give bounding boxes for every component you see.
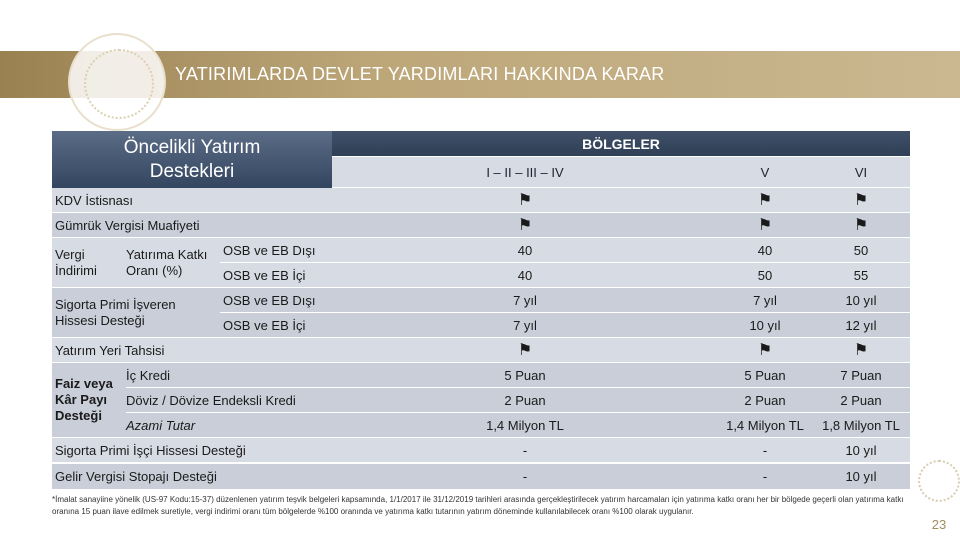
table-cell: 10 yıl — [812, 464, 910, 489]
table-cell: 50 — [718, 263, 812, 288]
flag-icon: ⚑ — [812, 213, 910, 238]
table-cell: 2 Puan — [718, 388, 812, 413]
table-cell: 7 yıl — [332, 313, 718, 338]
vergi-osb-disi-label: OSB ve EB Dışı — [220, 238, 332, 263]
region-column-2: V — [718, 157, 812, 188]
faiz-doviz-label: Döviz / Dövize Endeksli Kredi — [126, 388, 332, 413]
row-label-sigorta-isci: Sigorta Primi İşçi Hissesi Desteği — [52, 438, 332, 463]
row-label-sigorta-isveren — [52, 288, 220, 338]
page-title: YATIRIMLARDA DEVLET YARDIMLARI HAKKINDA KARAR — [175, 64, 665, 84]
region-column-3: VI — [812, 157, 910, 188]
vergi-osb-ici-label: OSB ve EB İçi — [220, 263, 332, 288]
footnote: *İmalat sanayiine yönelik (US-97 Kodu:15-37) düzenlenen yatırım teşvik belgeleri kapsamında, 1/1/2017 ile 31/12/2019 tarihleri arasında gerçekleştirilecek yatırım harcamaları için yatırıma katkı oranı her bir bölgede geçerli olan yatırıma katkı oranına 15 puan ilave edilmek suretiyle, vergi indirimi oranı tüm bölgelerde %100 oranında ve yatırıma katkı tutarının yatırım döneminde kullanılabilecek oranı %100 olarak uygulanır. — [52, 495, 904, 516]
table-cell: 5 Puan — [332, 363, 718, 388]
sigorta-osb-ici-label: OSB ve EB İçi — [220, 313, 332, 338]
row-label-kdv: KDV İstisnası — [52, 188, 332, 213]
region-column-1: I – II – III – IV — [332, 157, 718, 188]
sigorta-isveren-label-b: Hissesi Desteği — [55, 312, 145, 328]
table-cell: - — [332, 438, 718, 463]
row-label-yatirim-yeri: Yatırım Yeri Tahsisi — [52, 338, 332, 363]
flag-icon: ⚑ — [718, 213, 812, 238]
main-heading — [52, 131, 332, 188]
main-heading-line2: Destekleri — [149, 160, 235, 182]
flag-icon: ⚑ — [332, 213, 718, 238]
corner-seal-logo — [918, 460, 960, 502]
faiz-label-b: Kâr Payı — [55, 392, 108, 407]
page-number: 23 — [931, 517, 947, 532]
table-cell: 7 Puan — [812, 363, 910, 388]
table-cell: 12 yıl — [812, 313, 910, 338]
row-label-vergi — [52, 238, 126, 288]
table-cell: - — [332, 464, 718, 489]
faiz-label-a: Faiz veya — [55, 376, 113, 391]
faiz-ic-kredi-label: İç Kredi — [126, 363, 332, 388]
table-cell: 40 — [332, 263, 718, 288]
faiz-azami-label: Azami Tutar — [126, 413, 332, 438]
table-cell: 1,4 Milyon TL — [332, 413, 718, 438]
vergi-sub-b: Oranı (%) — [126, 262, 183, 278]
table-cell: 10 yıl — [718, 313, 812, 338]
table-cell: 40 — [718, 238, 812, 263]
vergi-sub-a: Yatırıma Katkı — [126, 246, 208, 262]
table-cell: 50 — [812, 238, 910, 263]
row-label-gumruk: Gümrük Vergisi Muafiyeti — [52, 213, 332, 238]
table-cell: 55 — [812, 263, 910, 288]
table-cell: - — [718, 438, 812, 463]
sigorta-osb-disi-label: OSB ve EB Dışı — [220, 288, 332, 313]
flag-icon: ⚑ — [332, 338, 718, 363]
table-cell: 10 yıl — [812, 288, 910, 313]
gelir-vergisi-row — [52, 464, 910, 489]
table-cell: 40 — [332, 238, 718, 263]
ministry-seal-logo — [68, 33, 166, 131]
table-cell: 7 yıl — [718, 288, 812, 313]
flag-icon: ⚑ — [332, 188, 718, 213]
flag-icon: ⚑ — [812, 338, 910, 363]
table-cell: - — [718, 464, 812, 489]
regions-heading: BÖLGELER — [332, 131, 910, 157]
faiz-label-c: Desteği — [55, 408, 102, 423]
table-cell: 2 Puan — [812, 388, 910, 413]
table-cell: 7 yıl — [332, 288, 718, 313]
vergi-sub-label — [126, 238, 220, 288]
table-cell: 5 Puan — [718, 363, 812, 388]
row-label-gelir-vergisi: Gelir Vergisi Stopajı Desteği — [52, 464, 332, 489]
table-cell: 2 Puan — [332, 388, 718, 413]
vergi-label-a: Vergi — [55, 246, 85, 262]
incentives-table — [52, 131, 910, 489]
main-heading-line1: Öncelikli Yatırım — [123, 136, 261, 158]
flag-icon: ⚑ — [718, 338, 812, 363]
flag-icon: ⚑ — [718, 188, 812, 213]
row-label-faiz — [52, 363, 126, 438]
table-cell: 1,4 Milyon TL — [718, 413, 812, 438]
table-cell: 1,8 Milyon TL — [812, 413, 910, 438]
sigorta-isveren-label-a: Sigorta Primi İşveren — [55, 296, 176, 312]
table-cell: 10 yıl — [812, 438, 910, 463]
flag-icon: ⚑ — [812, 188, 910, 213]
vergi-label-b: İndirimi — [55, 262, 97, 278]
